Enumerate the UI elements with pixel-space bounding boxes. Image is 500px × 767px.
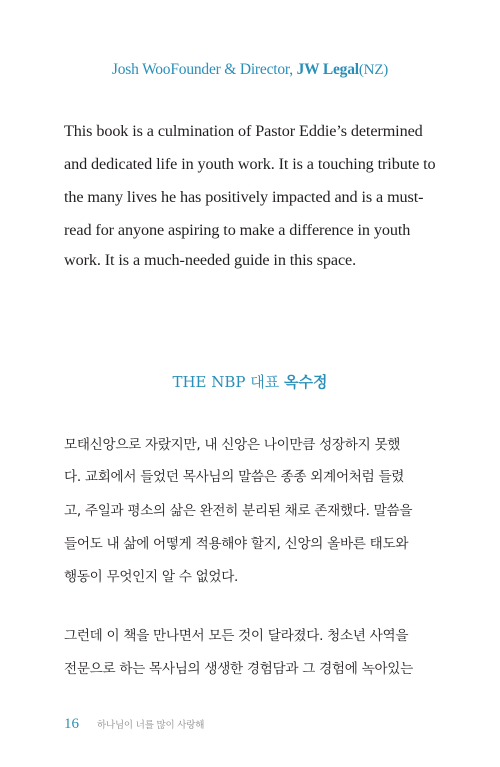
text-line: 들어도 내 삶에 어떻게 적용해야 할지, 신앙의 올바른 태도와 — [64, 536, 409, 552]
endorser-name-ko: 옥수정 — [284, 373, 328, 391]
text-line: the many lives he has positively impacted and is a must- — [64, 188, 424, 206]
endorser-country: (NZ) — [358, 62, 389, 78]
text-line: 고, 주일과 평소의 삶은 완전히 분리된 채로 존재했다. 말씀을 — [64, 503, 413, 519]
endorser-heading-ko — [0, 371, 500, 392]
text-line: This book is a culmination of Pastor Eddie’s determined — [64, 122, 423, 140]
running-title: 하나님이 너를 많이 사랑해 — [97, 720, 205, 731]
text-line: and dedicated life in youth work. It is a touching tribute to — [64, 155, 436, 173]
endorser-title: Founder & Director, — [170, 61, 293, 78]
endorser-heading-en — [0, 61, 500, 79]
page-footer — [64, 716, 204, 733]
text-line: 전문으로 하는 목사님의 생생한 경험담과 그 경험에 녹아있는 — [64, 661, 413, 677]
text-line: read for anyone aspiring to make a difference in youth — [64, 221, 411, 239]
text-line: 모태신앙으로 자랐지만, 내 신앙은 나이만큼 성장하지 못했 — [64, 437, 401, 453]
text-line: 행동이 무엇인지 알 수 없었다. — [64, 569, 239, 585]
endorser-org-ko: THE NBP 대표 — [172, 373, 280, 391]
text-line: work. It is a much-needed guide in this space. — [64, 251, 357, 269]
endorser-name: Josh Woo — [111, 61, 171, 78]
endorser-org: JW Legal — [296, 61, 359, 78]
text-line: 그런데 이 책을 만나면서 모든 것이 달라졌다. 청소년 사역을 — [64, 628, 409, 644]
page-number: 16 — [64, 716, 79, 732]
text-line: 다. 교회에서 들었던 목사님의 말씀은 종종 외계어처럼 들렸 — [64, 469, 405, 485]
